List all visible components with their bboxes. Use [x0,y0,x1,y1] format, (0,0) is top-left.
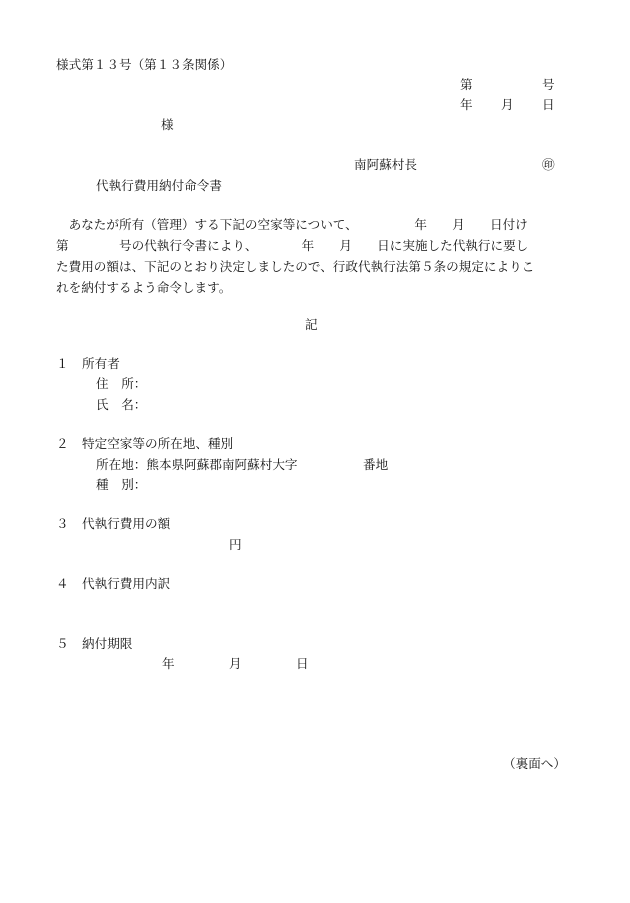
deadline-month: 月 [229,656,242,671]
issuer-name: 南阿蘇村長 [354,157,417,172]
type-label: 種 別： [96,477,147,492]
body-paragraph [56,214,576,298]
section-2-title: 特定空家等の所在地、種別 [82,436,234,451]
location-label: 所在地：熊本県阿蘇郡南阿蘇村大字 [96,457,298,472]
footer-continue: （裏面へ） [503,756,566,771]
section-3-number: ３ [56,516,69,531]
body-line: あなたが所有（管理）する下記の空家等について、 年 月 日付け [56,217,528,232]
date-year: 年 [460,97,473,112]
form-number: 様式第１３号（第１３条関係） [56,57,233,72]
body-line: れを納付するよう命令します。 [56,280,232,295]
section-1-number: １ [56,356,69,371]
amount-yen: 円 [229,537,242,552]
section-3-title: 代執行費用の額 [82,516,171,531]
date-month: 月 [501,97,514,112]
seal-icon: ㊞ [542,157,555,172]
doc-number-go: 号 [542,77,555,92]
ki-heading: 記 [305,317,318,332]
owner-name-label: 氏 名： [96,397,147,412]
section-4-title: 代執行費用内訳 [82,576,171,591]
section-2-number: ２ [56,436,69,451]
section-5-number: ５ [56,636,69,651]
location-banchi: 番地 [363,457,389,472]
section-5-title: 納付期限 [82,636,133,651]
document-title: 代執行費用納付命令書 [96,178,222,193]
body-line: 第 号の代執行令書により、 年 月 日に実施した代執行に要し [56,238,529,253]
section-1-title: 所有者 [82,356,120,371]
owner-address-label: 住 所： [96,376,147,391]
section-4-number: ４ [56,576,69,591]
body-line: た費用の額は、下記のとおり決定しましたので、行政代執行法第５条の規定によりこ [56,259,535,274]
addressee-sama: 様 [161,117,174,132]
deadline-year: 年 [162,656,175,671]
deadline-day: 日 [296,656,309,671]
date-day: 日 [542,97,555,112]
doc-number-dai: 第 [460,77,473,92]
